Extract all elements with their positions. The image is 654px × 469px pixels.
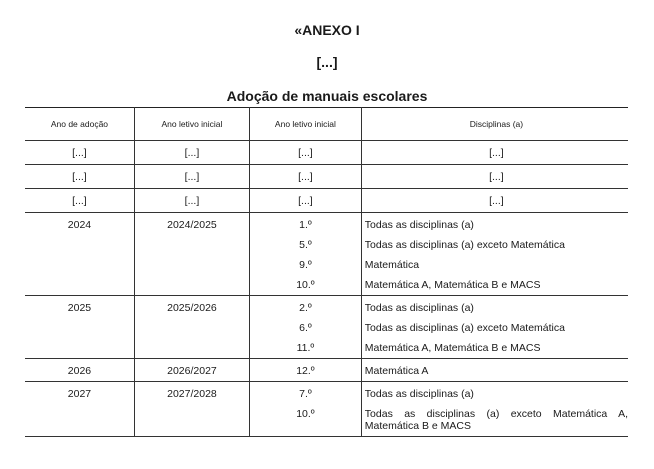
subjects-cell: Todas as disciplinas (a) exceto Matemática xyxy=(364,322,565,334)
subjects-cell: Matemática xyxy=(364,259,420,271)
table-cell: [...] xyxy=(361,189,628,213)
subjects-cell: Todas as disciplinas (a) xyxy=(364,219,474,231)
textbook-adoption-table xyxy=(25,107,628,437)
table-header-row xyxy=(25,108,628,141)
table-cell: [...] xyxy=(361,165,628,189)
table-row xyxy=(25,359,628,382)
subjects-cell: Matemática A xyxy=(361,359,628,382)
table-row xyxy=(25,314,628,334)
grade-cell: 9.º xyxy=(250,251,362,271)
adoption-year-cell: 2025 xyxy=(25,296,134,315)
adoption-year-cell: 2024 xyxy=(25,213,134,232)
school-year-cell: 2025/2026 xyxy=(134,296,249,315)
header-initial-grade: Ano letivo inicial xyxy=(250,108,362,141)
annex-ellipsis: [...] xyxy=(316,54,338,70)
adoption-year-cell: 2026 xyxy=(25,359,134,382)
table-cell: [...] xyxy=(25,141,134,165)
table-row xyxy=(25,382,628,401)
grade-cell: 10.º xyxy=(250,271,362,296)
table-cell: [...] xyxy=(25,165,134,189)
school-year-cell: 2027/2028 xyxy=(134,382,249,401)
table-cell: [...] xyxy=(250,141,362,165)
header-subjects: Disciplinas (a) xyxy=(361,108,628,141)
grade-cell: 12.º xyxy=(250,359,362,382)
subjects-cell: Todas as disciplinas (a) exceto Matemática xyxy=(364,239,565,251)
table-row xyxy=(25,334,628,359)
header-initial-school-year: Ano letivo inicial xyxy=(134,108,249,141)
table-title: Adoção de manuais escolares xyxy=(226,88,428,104)
grade-cell: 5.º xyxy=(250,231,362,251)
table-row xyxy=(25,165,628,189)
subjects-cell: Todas as disciplinas (a) exceto Matemática A, Matemática B e MACS xyxy=(364,408,628,432)
table-row xyxy=(25,400,628,437)
table-cell: [...] xyxy=(250,189,362,213)
grade-cell: 1.º xyxy=(250,213,362,232)
table-cell: [...] xyxy=(134,189,249,213)
table-row xyxy=(25,251,628,271)
table-cell: [...] xyxy=(250,165,362,189)
adoption-year-cell: 2027 xyxy=(25,382,134,401)
grade-cell: 7.º xyxy=(250,382,362,401)
subjects-cell: Todas as disciplinas (a) xyxy=(364,302,474,314)
table-row xyxy=(25,231,628,251)
grade-cell: 11.º xyxy=(250,334,362,359)
grade-cell: 2.º xyxy=(250,296,362,315)
table-row xyxy=(25,296,628,315)
table-row xyxy=(25,189,628,213)
subjects-cell: Todas as disciplinas (a) xyxy=(364,388,474,400)
school-year-cell: 2026/2027 xyxy=(134,359,249,382)
header-adoption-year: Ano de adoção xyxy=(25,108,134,141)
subjects-cell: Matemática A, Matemática B e MACS xyxy=(361,271,628,296)
table-cell: [...] xyxy=(361,141,628,165)
table-row xyxy=(25,271,628,296)
table-row xyxy=(25,213,628,232)
table-cell: [...] xyxy=(25,189,134,213)
table-cell: [...] xyxy=(134,141,249,165)
grade-cell: 6.º xyxy=(250,314,362,334)
table-cell: [...] xyxy=(134,165,249,189)
table-row xyxy=(25,141,628,165)
subjects-cell: Matemática A, Matemática B e MACS xyxy=(361,334,628,359)
school-year-cell: 2024/2025 xyxy=(134,213,249,232)
annex-heading: «ANEXO I xyxy=(294,22,360,38)
grade-cell: 10.º xyxy=(250,400,362,437)
